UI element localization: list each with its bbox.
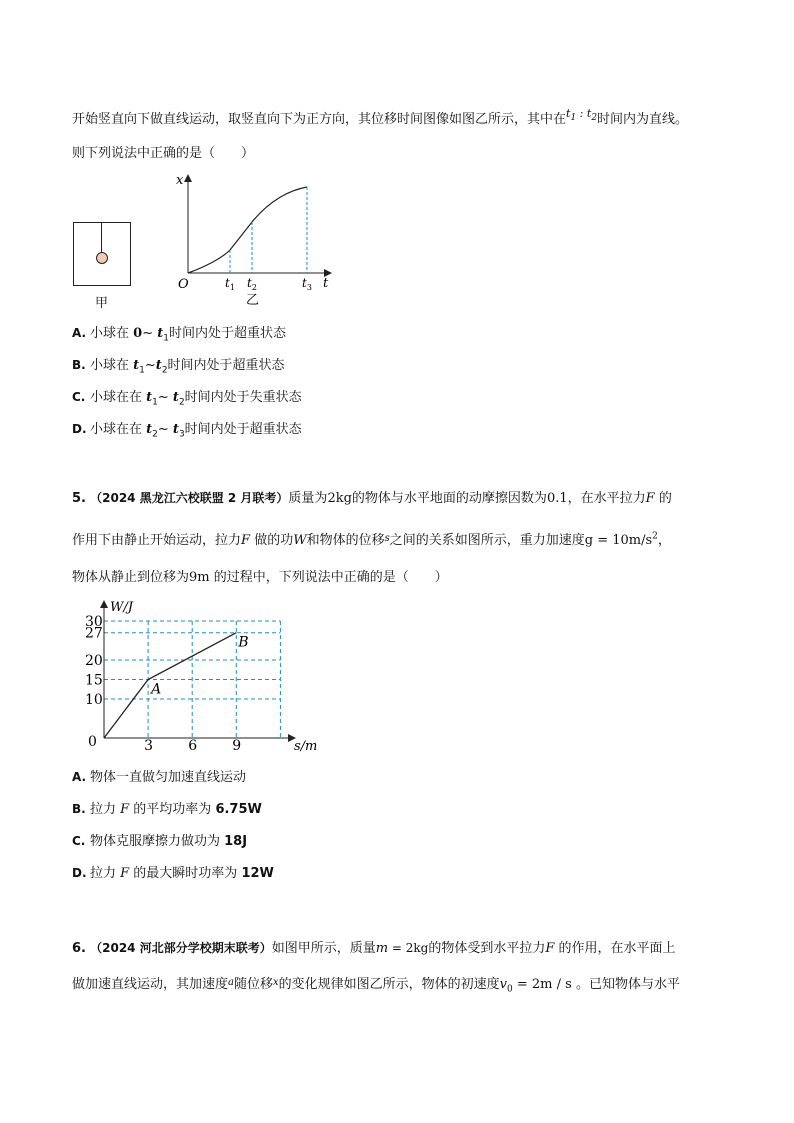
x-tick-label-3: 3 [144, 738, 154, 754]
q5-option-c[interactable]: C. 物体克服摩擦力做功为 18J [72, 834, 248, 849]
x-tick-label-9: 9 [232, 738, 242, 754]
q6-line1: 6. （2024 河北部分学校期末联考）如图甲所示，质量m = 2kg的物体受到水平拉力F 的作用，在水平面上 [72, 941, 676, 956]
y-axis-title: W/J [110, 600, 133, 615]
y-tick-label-20: 20 [85, 653, 103, 669]
q5-line2: 作用下由静止开始运动，拉力F 做的功W和物体的位移$^s$之间的关系如图所示，重力加速度$g = 10m/s^2$， [72, 531, 671, 548]
q6-line2: 做加速直线运动，其加速度$^a$随位移$^x$的变化规律如图乙所示，物体的初速度$v_0 = 2m / s$ 。已知物体与水平 [72, 977, 680, 995]
q4-option-a[interactable]: A. 小球在 0~ $t_1$时间内处于超重状态 [72, 326, 286, 344]
q4-line1: 开始竖直向下做直线运动，取竖直向下为正方向，其位移时间图像如图乙所示，其中在$^{t_1 : t_2}$时间内为直线。 [72, 107, 689, 127]
origin-label: 0 [88, 734, 97, 750]
x-axis-label: x [176, 173, 184, 188]
work-line [104, 633, 236, 738]
fig-jia-box [73, 222, 131, 286]
t2-label: $t_2$ [247, 276, 257, 292]
point-label-B: B [238, 634, 249, 651]
t-axis-label: t [323, 276, 329, 291]
fig-yi-graph [170, 170, 340, 310]
q5-option-b[interactable]: B. 拉力 F 的平均功率为 6.75W [72, 802, 262, 817]
y-tick-label-10: 10 [85, 692, 103, 708]
fig-yi-label: 乙 [246, 293, 260, 308]
y-tick-label-15: 15 [85, 672, 103, 689]
q5-line1: 5. （2024 黑龙江六校联盟 2 月联考）质量为2kg的物体与水平地面的动摩擦因数为0.1，在水平拉力F 的 [72, 491, 672, 506]
q5-option-a[interactable]: A. 物体一直做匀加速直线运动 [72, 770, 247, 785]
q4-option-d[interactable]: D. 小球在在 $t_2\sim$ $t_3$时间内处于超重状态 [72, 422, 302, 440]
y-tick-label-30: 30 [85, 614, 103, 630]
q4-line2: 则下列说法中正确的是（ ） [72, 146, 255, 161]
x-t-curve [188, 187, 307, 273]
q4-option-b[interactable]: B. 小球在 $t_1\sim t_2$时间内处于超重状态 [72, 358, 285, 376]
q5-line3: 物体从静止到位移为9m 的过程中，下列说法中正确的是（ ） [72, 570, 448, 585]
string [101, 223, 102, 253]
t1-label: $t_1$ [225, 276, 235, 292]
point-label-A: A [151, 681, 162, 698]
q5-work-chart [84, 598, 334, 758]
x-tick-label-6: 6 [188, 738, 198, 754]
y-tick-label-27: 27 [85, 625, 103, 642]
x-axis-title: s/m [294, 739, 318, 754]
q4-option-c[interactable]: C. 小球在在 $t_1\sim$ $t_2$时间内处于失重状态 [72, 390, 302, 408]
fig-jia-label: 甲 [95, 296, 109, 311]
q5-option-d[interactable]: D. 拉力 F 的最大瞬时功率为 12W [72, 866, 274, 881]
ball [96, 252, 108, 264]
origin-label: O [178, 277, 189, 292]
t3-label: $t_3$ [302, 276, 312, 292]
